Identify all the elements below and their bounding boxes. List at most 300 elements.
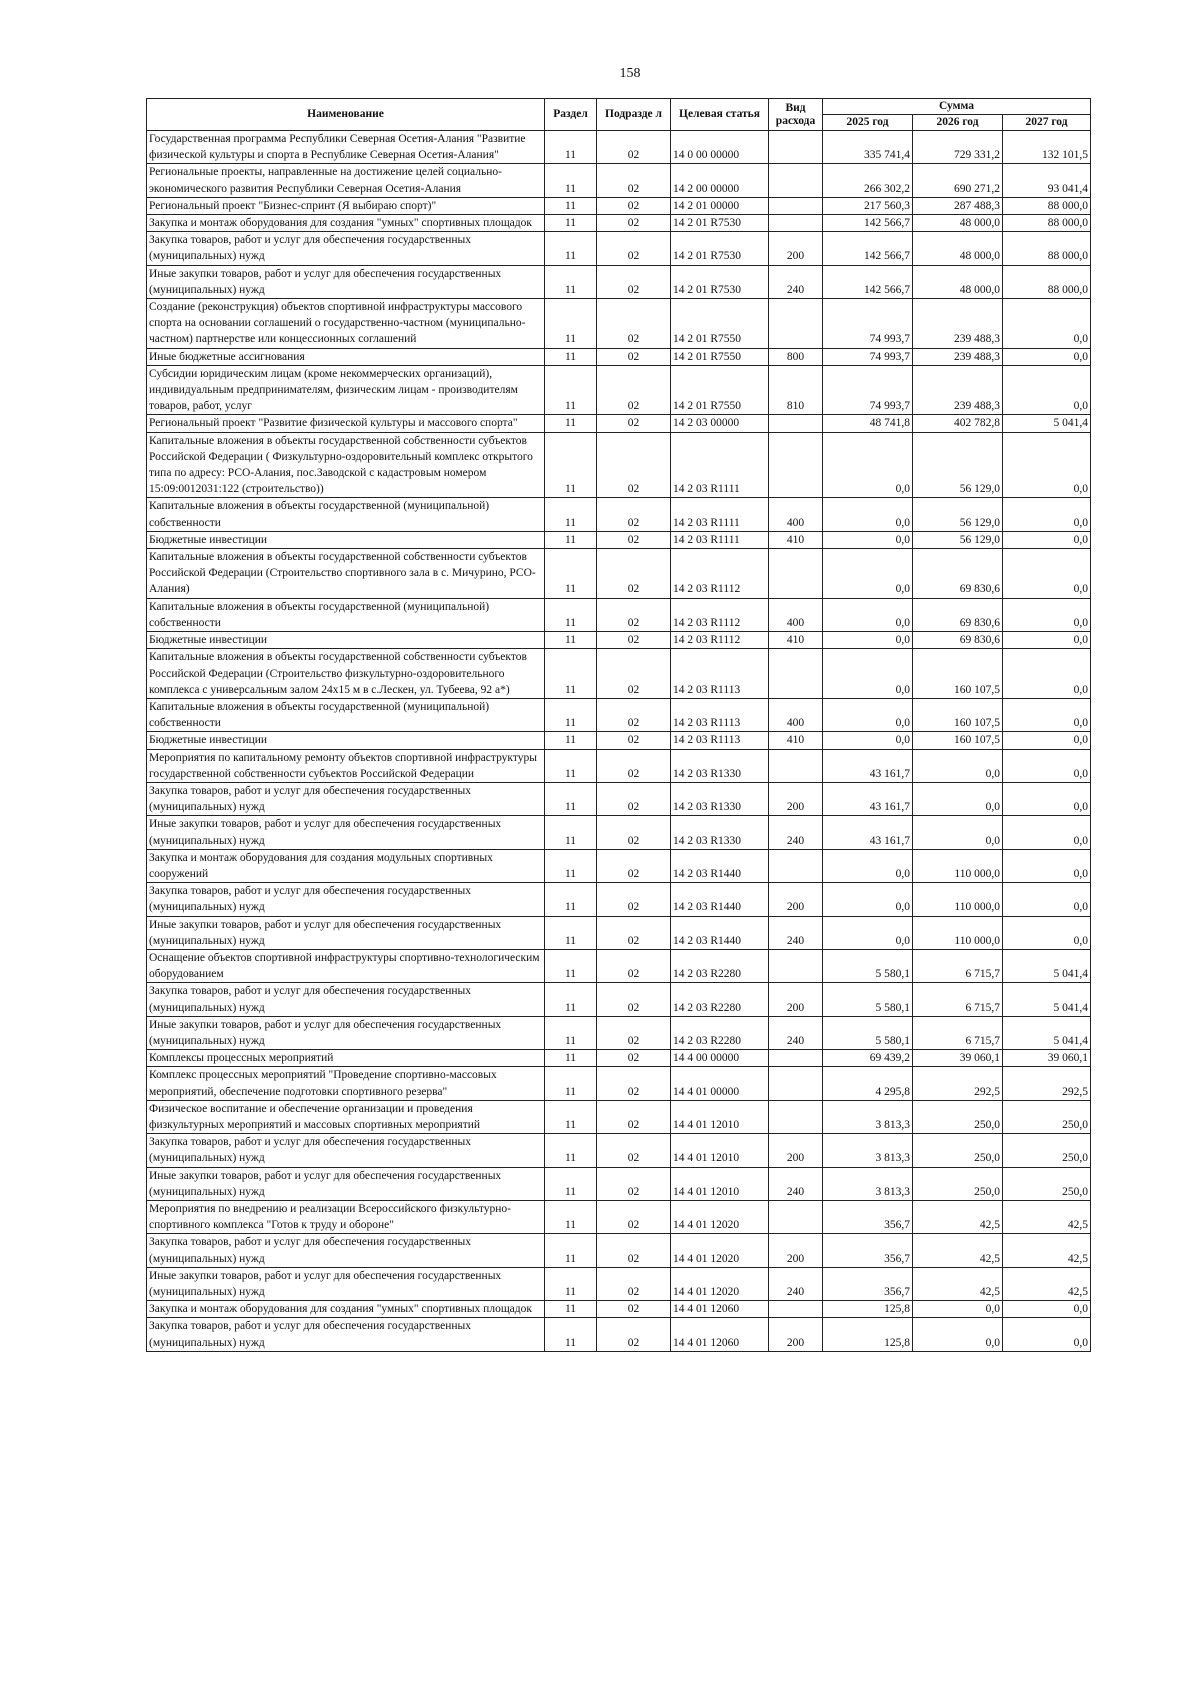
name-cell: Физическое воспитание и обеспечение организации и проведения физкультурных мероприятий и массовых спортивных мероприятий: [147, 1100, 545, 1133]
section-cell: 11: [545, 164, 597, 197]
target-article-cell: 14 0 00 00000: [671, 131, 769, 164]
sum-2027-cell: 0,0: [1003, 732, 1091, 749]
subsection-cell: 02: [597, 348, 671, 365]
sum-2025-cell: 74 993,7: [823, 299, 913, 349]
sum-2025-cell: 3 813,3: [823, 1100, 913, 1133]
sum-2026-cell: 110 000,0: [913, 916, 1003, 949]
name-cell: Закупка товаров, работ и услуг для обеспечения государственных (муниципальных) нужд: [147, 883, 545, 916]
table-row: [147, 749, 1091, 782]
section-cell: 11: [545, 983, 597, 1016]
name-cell: Иные закупки товаров, работ и услуг для обеспечения государственных (муниципальных) нужд: [147, 916, 545, 949]
sum-2026-cell: 48 000,0: [913, 215, 1003, 232]
sum-2027-cell: 0,0: [1003, 365, 1091, 415]
name-cell: Субсидии юридическим лицам (кроме некоммерческих организаций), индивидуальным предпринимателям, физическим лицам - производителям товаров, работ, услуг: [147, 365, 545, 415]
target-article-cell: 14 2 03 R1440: [671, 883, 769, 916]
name-cell: Региональные проекты, направленные на достижение целей социально-экономического развития Республики Северная Осетия-Алания: [147, 164, 545, 197]
expense-type-cell: [769, 1050, 823, 1067]
sum-2026-cell: 110 000,0: [913, 883, 1003, 916]
sum-2026-cell: 729 331,2: [913, 131, 1003, 164]
subsection-cell: 02: [597, 1267, 671, 1300]
sum-2025-cell: 356,7: [823, 1267, 913, 1300]
table-row: [147, 916, 1091, 949]
expense-type-cell: 200: [769, 1234, 823, 1267]
section-cell: 11: [545, 1234, 597, 1267]
name-cell: Закупка товаров, работ и услуг для обеспечения государственных (муниципальных) нужд: [147, 232, 545, 265]
sum-2027-cell: 292,5: [1003, 1067, 1091, 1100]
section-cell: 11: [545, 749, 597, 782]
sum-2025-cell: 74 993,7: [823, 348, 913, 365]
sum-2027-cell: 0,0: [1003, 632, 1091, 649]
sum-2025-cell: 0,0: [823, 598, 913, 631]
sum-2025-cell: 0,0: [823, 849, 913, 882]
subsection-cell: 02: [597, 732, 671, 749]
target-article-cell: 14 2 03 R1330: [671, 749, 769, 782]
expense-type-cell: [769, 549, 823, 599]
expense-type-cell: 410: [769, 531, 823, 548]
table-row: [147, 632, 1091, 649]
name-cell: Иные закупки товаров, работ и услуг для обеспечения государственных (муниципальных) нужд: [147, 1167, 545, 1200]
subsection-cell: 02: [597, 698, 671, 731]
table-row: [147, 232, 1091, 265]
sum-2025-cell: 0,0: [823, 498, 913, 531]
expense-type-cell: [769, 1201, 823, 1234]
header-year-2026: 2026 год: [913, 115, 1003, 131]
name-cell: Закупка товаров, работ и услуг для обеспечения государственных (муниципальных) нужд: [147, 1234, 545, 1267]
target-article-cell: 14 4 01 12060: [671, 1318, 769, 1351]
subsection-cell: 02: [597, 531, 671, 548]
subsection-cell: 02: [597, 1301, 671, 1318]
expense-type-cell: 200: [769, 782, 823, 815]
name-cell: Закупка товаров, работ и услуг для обеспечения государственных (муниципальных) нужд: [147, 1318, 545, 1351]
expense-type-cell: [769, 649, 823, 699]
target-article-cell: 14 2 03 R1112: [671, 632, 769, 649]
target-article-cell: 14 2 01 R7550: [671, 348, 769, 365]
table-row: [147, 1100, 1091, 1133]
sum-2026-cell: 239 488,3: [913, 365, 1003, 415]
section-cell: 11: [545, 1301, 597, 1318]
table-row: [147, 365, 1091, 415]
sum-2025-cell: 125,8: [823, 1301, 913, 1318]
sum-2026-cell: 250,0: [913, 1134, 1003, 1167]
table-row: [147, 816, 1091, 849]
header-name: Наименование: [147, 99, 545, 131]
sum-2025-cell: 142 566,7: [823, 215, 913, 232]
name-cell: Закупка и монтаж оборудования для создания "умных" спортивных площадок: [147, 215, 545, 232]
table-row: [147, 1201, 1091, 1234]
section-cell: 11: [545, 949, 597, 982]
section-cell: 11: [545, 883, 597, 916]
sum-2026-cell: 56 129,0: [913, 531, 1003, 548]
sum-2026-cell: 69 830,6: [913, 632, 1003, 649]
target-article-cell: 14 4 01 12010: [671, 1167, 769, 1200]
target-article-cell: 14 4 01 12020: [671, 1201, 769, 1234]
header-target-article: Целевая статья: [671, 99, 769, 131]
table-row: [147, 782, 1091, 815]
subsection-cell: 02: [597, 549, 671, 599]
sum-2027-cell: 0,0: [1003, 1301, 1091, 1318]
expense-type-cell: 200: [769, 1318, 823, 1351]
expense-type-cell: 240: [769, 1167, 823, 1200]
expense-type-cell: 410: [769, 632, 823, 649]
section-cell: 11: [545, 415, 597, 432]
sum-2025-cell: 335 741,4: [823, 131, 913, 164]
sum-2027-cell: 88 000,0: [1003, 265, 1091, 298]
sum-2026-cell: 0,0: [913, 1301, 1003, 1318]
sum-2025-cell: 142 566,7: [823, 232, 913, 265]
sum-2027-cell: 42,5: [1003, 1234, 1091, 1267]
name-cell: Иные закупки товаров, работ и услуг для обеспечения государственных (муниципальных) нужд: [147, 265, 545, 298]
table-row: [147, 1050, 1091, 1067]
subsection-cell: 02: [597, 1016, 671, 1049]
expense-type-cell: 200: [769, 983, 823, 1016]
name-cell: Региональный проект "Развитие физической культуры и массового спорта": [147, 415, 545, 432]
section-cell: 11: [545, 649, 597, 699]
expense-type-cell: 240: [769, 1016, 823, 1049]
sum-2026-cell: 287 488,3: [913, 197, 1003, 214]
name-cell: Закупка и монтаж оборудования для создания модульных спортивных сооружений: [147, 849, 545, 882]
subsection-cell: 02: [597, 1234, 671, 1267]
table-row: [147, 1167, 1091, 1200]
subsection-cell: 02: [597, 498, 671, 531]
sum-2026-cell: 239 488,3: [913, 299, 1003, 349]
expense-type-cell: [769, 131, 823, 164]
name-cell: Капитальные вложения в объекты государственной собственности субъектов Российской Федерации (Строительство спортивного зала в с. Мичурино, РСО-Алания): [147, 549, 545, 599]
section-cell: 11: [545, 1050, 597, 1067]
target-article-cell: 14 2 01 R7530: [671, 265, 769, 298]
table-header: [147, 99, 1091, 131]
table-row: [147, 348, 1091, 365]
sum-2025-cell: 48 741,8: [823, 415, 913, 432]
subsection-cell: 02: [597, 215, 671, 232]
target-article-cell: 14 2 03 R1113: [671, 698, 769, 731]
subsection-cell: 02: [597, 1067, 671, 1100]
sum-2027-cell: 0,0: [1003, 598, 1091, 631]
sum-2026-cell: 48 000,0: [913, 265, 1003, 298]
table-row: [147, 1267, 1091, 1300]
section-cell: 11: [545, 215, 597, 232]
name-cell: Комплекс процессных мероприятий "Проведение спортивно-массовых мероприятий, обеспечение подготовки спортивного резерва": [147, 1067, 545, 1100]
target-article-cell: 14 2 03 R2280: [671, 1016, 769, 1049]
target-article-cell: 14 2 03 R1440: [671, 916, 769, 949]
table-row: [147, 1134, 1091, 1167]
header-subsection: Подразде л: [597, 99, 671, 131]
sum-2027-cell: 93 041,4: [1003, 164, 1091, 197]
header-year-2025: 2025 год: [823, 115, 913, 131]
subsection-cell: 02: [597, 432, 671, 498]
section-cell: 11: [545, 348, 597, 365]
name-cell: Иные закупки товаров, работ и услуг для обеспечения государственных (муниципальных) нужд: [147, 1016, 545, 1049]
sum-2026-cell: 160 107,5: [913, 732, 1003, 749]
section-cell: 11: [545, 1016, 597, 1049]
name-cell: Государственная программа Республики Северная Осетия-Алания "Развитие физической культуры и спорта в Республике Северная Осетия-Алания": [147, 131, 545, 164]
expense-type-cell: 240: [769, 1267, 823, 1300]
sum-2027-cell: 88 000,0: [1003, 197, 1091, 214]
name-cell: Капитальные вложения в объекты государственной (муниципальной) собственности: [147, 598, 545, 631]
table-row: [147, 549, 1091, 599]
target-article-cell: 14 2 01 R7530: [671, 232, 769, 265]
sum-2026-cell: 6 715,7: [913, 949, 1003, 982]
table-body: [147, 131, 1091, 1352]
subsection-cell: 02: [597, 1134, 671, 1167]
sum-2025-cell: 3 813,3: [823, 1134, 913, 1167]
subsection-cell: 02: [597, 131, 671, 164]
sum-2025-cell: 43 161,7: [823, 782, 913, 815]
sum-2027-cell: 0,0: [1003, 1318, 1091, 1351]
sum-2027-cell: 0,0: [1003, 498, 1091, 531]
subsection-cell: 02: [597, 415, 671, 432]
table-row: [147, 215, 1091, 232]
name-cell: Иные бюджетные ассигнования: [147, 348, 545, 365]
target-article-cell: 14 2 03 R1112: [671, 549, 769, 599]
sum-2026-cell: 69 830,6: [913, 598, 1003, 631]
target-article-cell: 14 2 03 00000: [671, 415, 769, 432]
target-article-cell: 14 2 03 R1111: [671, 432, 769, 498]
target-article-cell: 14 2 03 R1111: [671, 498, 769, 531]
section-cell: 11: [545, 365, 597, 415]
subsection-cell: 02: [597, 883, 671, 916]
name-cell: Бюджетные инвестиции: [147, 632, 545, 649]
target-article-cell: 14 2 03 R1440: [671, 849, 769, 882]
sum-2025-cell: 0,0: [823, 916, 913, 949]
section-cell: 11: [545, 916, 597, 949]
subsection-cell: 02: [597, 365, 671, 415]
expense-type-cell: [769, 749, 823, 782]
sum-2026-cell: 56 129,0: [913, 498, 1003, 531]
expense-type-cell: 810: [769, 365, 823, 415]
target-article-cell: 14 2 03 R1113: [671, 649, 769, 699]
sum-2026-cell: 0,0: [913, 782, 1003, 815]
target-article-cell: 14 2 03 R1330: [671, 816, 769, 849]
sum-2026-cell: 42,5: [913, 1234, 1003, 1267]
sum-2026-cell: 39 060,1: [913, 1050, 1003, 1067]
target-article-cell: 14 4 01 12010: [671, 1134, 769, 1167]
sum-2025-cell: 5 580,1: [823, 949, 913, 982]
table-row: [147, 698, 1091, 731]
section-cell: 11: [545, 531, 597, 548]
section-cell: 11: [545, 698, 597, 731]
table-row: [147, 949, 1091, 982]
table-row: [147, 983, 1091, 1016]
section-cell: 11: [545, 432, 597, 498]
sum-2025-cell: 0,0: [823, 531, 913, 548]
name-cell: Оснащение объектов спортивной инфраструктуры спортивно-технологическим оборудованием: [147, 949, 545, 982]
section-cell: 11: [545, 498, 597, 531]
table-row: [147, 732, 1091, 749]
sum-2026-cell: 0,0: [913, 816, 1003, 849]
sum-2025-cell: 0,0: [823, 632, 913, 649]
section-cell: 11: [545, 632, 597, 649]
sum-2027-cell: 250,0: [1003, 1134, 1091, 1167]
expense-type-cell: 240: [769, 816, 823, 849]
header-year-2027: 2027 год: [1003, 115, 1091, 131]
sum-2025-cell: 217 560,3: [823, 197, 913, 214]
sum-2026-cell: 42,5: [913, 1267, 1003, 1300]
sum-2025-cell: 142 566,7: [823, 265, 913, 298]
expense-type-cell: [769, 415, 823, 432]
expense-type-cell: 200: [769, 1134, 823, 1167]
subsection-cell: 02: [597, 1050, 671, 1067]
expense-type-cell: [769, 164, 823, 197]
subsection-cell: 02: [597, 949, 671, 982]
target-article-cell: 14 4 01 00000: [671, 1067, 769, 1100]
section-cell: 11: [545, 131, 597, 164]
subsection-cell: 02: [597, 1318, 671, 1351]
target-article-cell: 14 2 01 R7550: [671, 299, 769, 349]
sum-2027-cell: 0,0: [1003, 883, 1091, 916]
sum-2027-cell: 0,0: [1003, 849, 1091, 882]
header-section: Раздел: [545, 99, 597, 131]
sum-2026-cell: 160 107,5: [913, 649, 1003, 699]
table-row: [147, 849, 1091, 882]
section-cell: 11: [545, 732, 597, 749]
name-cell: Иные закупки товаров, работ и услуг для обеспечения государственных (муниципальных) нужд: [147, 816, 545, 849]
expense-type-cell: [769, 1301, 823, 1318]
section-cell: 11: [545, 299, 597, 349]
budget-table: [146, 98, 1091, 1352]
section-cell: 11: [545, 197, 597, 214]
subsection-cell: 02: [597, 782, 671, 815]
subsection-cell: 02: [597, 164, 671, 197]
expense-type-cell: [769, 197, 823, 214]
sum-2027-cell: 5 041,4: [1003, 949, 1091, 982]
sum-2026-cell: 250,0: [913, 1100, 1003, 1133]
sum-2026-cell: 160 107,5: [913, 698, 1003, 731]
subsection-cell: 02: [597, 598, 671, 631]
expense-type-cell: 410: [769, 732, 823, 749]
target-article-cell: 14 4 01 12010: [671, 1100, 769, 1133]
sum-2027-cell: 0,0: [1003, 299, 1091, 349]
name-cell: Капитальные вложения в объекты государственной собственности субъектов Российской Федерации ( Физкультурно-оздоровительный комплекс открытого типа по адресу: РСО-Алания, пос.Заводской с кадастровым номером 15:09:0012031:122 (строительство)): [147, 432, 545, 498]
table-row: [147, 1301, 1091, 1318]
table-row: [147, 1016, 1091, 1049]
sum-2026-cell: 6 715,7: [913, 983, 1003, 1016]
name-cell: Закупка товаров, работ и услуг для обеспечения государственных (муниципальных) нужд: [147, 1134, 545, 1167]
section-cell: 11: [545, 232, 597, 265]
sum-2025-cell: 0,0: [823, 549, 913, 599]
table-row: [147, 265, 1091, 298]
table-row: [147, 299, 1091, 349]
sum-2025-cell: 0,0: [823, 432, 913, 498]
expense-type-cell: [769, 1100, 823, 1133]
table-row: [147, 1234, 1091, 1267]
sum-2025-cell: 0,0: [823, 698, 913, 731]
sum-2025-cell: 5 580,1: [823, 1016, 913, 1049]
section-cell: 11: [545, 598, 597, 631]
section-cell: 11: [545, 1318, 597, 1351]
name-cell: Мероприятия по внедрению и реализации Всероссийского физкультурно-спортивного комплекса "Готов к труду и обороне": [147, 1201, 545, 1234]
section-cell: 11: [545, 1167, 597, 1200]
name-cell: Создание (реконструкция) объектов спортивной инфраструктуры массового спорта на основании соглашений о государственно-частном (муниципально-частном) партнерстве или концессионных соглашений: [147, 299, 545, 349]
table-row: [147, 649, 1091, 699]
section-cell: 11: [545, 1201, 597, 1234]
subsection-cell: 02: [597, 749, 671, 782]
header-expense-type: Вид расхода: [769, 99, 823, 131]
sum-2027-cell: 0,0: [1003, 531, 1091, 548]
section-cell: 11: [545, 265, 597, 298]
subsection-cell: 02: [597, 632, 671, 649]
target-article-cell: 14 4 00 00000: [671, 1050, 769, 1067]
subsection-cell: 02: [597, 1201, 671, 1234]
target-article-cell: 14 2 00 00000: [671, 164, 769, 197]
expense-type-cell: [769, 1067, 823, 1100]
expense-type-cell: [769, 215, 823, 232]
sum-2027-cell: 42,5: [1003, 1267, 1091, 1300]
section-cell: 11: [545, 1100, 597, 1133]
subsection-cell: 02: [597, 265, 671, 298]
subsection-cell: 02: [597, 197, 671, 214]
expense-type-cell: 240: [769, 916, 823, 949]
sum-2027-cell: 250,0: [1003, 1100, 1091, 1133]
expense-type-cell: [769, 949, 823, 982]
section-cell: 11: [545, 1267, 597, 1300]
subsection-cell: 02: [597, 232, 671, 265]
table-row: [147, 1318, 1091, 1351]
sum-2027-cell: 5 041,4: [1003, 1016, 1091, 1049]
expense-type-cell: 400: [769, 598, 823, 631]
expense-type-cell: 800: [769, 348, 823, 365]
sum-2025-cell: 0,0: [823, 732, 913, 749]
name-cell: Региональный проект "Бизнес-спринт (Я выбираю спорт)": [147, 197, 545, 214]
target-article-cell: 14 2 03 R2280: [671, 983, 769, 1016]
sum-2027-cell: 0,0: [1003, 782, 1091, 815]
sum-2027-cell: 0,0: [1003, 749, 1091, 782]
sum-2026-cell: 250,0: [913, 1167, 1003, 1200]
sum-2025-cell: 43 161,7: [823, 749, 913, 782]
sum-2025-cell: 69 439,2: [823, 1050, 913, 1067]
target-article-cell: 14 4 01 12020: [671, 1267, 769, 1300]
sum-2026-cell: 42,5: [913, 1201, 1003, 1234]
sum-2027-cell: 0,0: [1003, 649, 1091, 699]
sum-2026-cell: 0,0: [913, 749, 1003, 782]
table-row: [147, 131, 1091, 164]
name-cell: Капитальные вложения в объекты государственной (муниципальной) собственности: [147, 498, 545, 531]
sum-2027-cell: 0,0: [1003, 698, 1091, 731]
expense-type-cell: 200: [769, 232, 823, 265]
sum-2026-cell: 690 271,2: [913, 164, 1003, 197]
sum-2025-cell: 5 580,1: [823, 983, 913, 1016]
table-row: [147, 498, 1091, 531]
section-cell: 11: [545, 1134, 597, 1167]
expense-type-cell: 400: [769, 698, 823, 731]
sum-2026-cell: 6 715,7: [913, 1016, 1003, 1049]
name-cell: Бюджетные инвестиции: [147, 732, 545, 749]
name-cell: Закупка товаров, работ и услуг для обеспечения государственных (муниципальных) нужд: [147, 983, 545, 1016]
sum-2025-cell: 0,0: [823, 883, 913, 916]
sum-2025-cell: 4 295,8: [823, 1067, 913, 1100]
table-row: [147, 883, 1091, 916]
target-article-cell: 14 2 03 R2280: [671, 949, 769, 982]
sum-2027-cell: 0,0: [1003, 348, 1091, 365]
name-cell: Закупка товаров, работ и услуг для обеспечения государственных (муниципальных) нужд: [147, 782, 545, 815]
sum-2027-cell: 0,0: [1003, 916, 1091, 949]
sum-2027-cell: 42,5: [1003, 1201, 1091, 1234]
expense-type-cell: [769, 432, 823, 498]
name-cell: Мероприятия по капитальному ремонту объектов спортивной инфраструктуры государственной собственности субъектов Российской Федерации: [147, 749, 545, 782]
section-cell: 11: [545, 782, 597, 815]
sum-2026-cell: 239 488,3: [913, 348, 1003, 365]
sum-2025-cell: 356,7: [823, 1201, 913, 1234]
target-article-cell: 14 2 01 R7550: [671, 365, 769, 415]
sum-2025-cell: 43 161,7: [823, 816, 913, 849]
sum-2027-cell: 0,0: [1003, 432, 1091, 498]
sum-2026-cell: 69 830,6: [913, 549, 1003, 599]
sum-2025-cell: 74 993,7: [823, 365, 913, 415]
target-article-cell: 14 2 03 R1330: [671, 782, 769, 815]
name-cell: Капитальные вложения в объекты государственной собственности субъектов Российской Федерации (Строительство физкультурно-оздоровительного комплекса с универсальным залом 24х15 м в с.Лескен, ул. Тубеева, 92 а*): [147, 649, 545, 699]
target-article-cell: 14 2 03 R1112: [671, 598, 769, 631]
table-row: [147, 197, 1091, 214]
subsection-cell: 02: [597, 849, 671, 882]
